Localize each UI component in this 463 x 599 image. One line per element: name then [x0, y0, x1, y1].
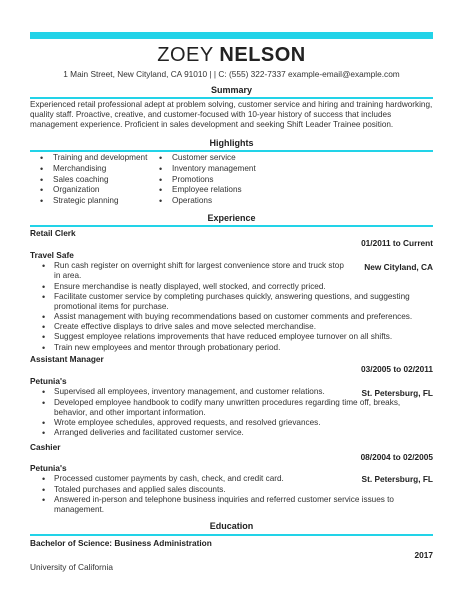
bullet-item: • Developed employee handbook to codify many unwritten procedures regarding time off, breaks, behavior, and other important information.: [42, 398, 423, 418]
highlight-item: • Merchandising: [38, 164, 147, 175]
header-accent-bar: [30, 32, 433, 39]
bullet-item: • Facilitate customer service by completing purchases quickly, answering questions, and suggesting promotional items for purchase.: [42, 292, 423, 312]
job-company: Petunia's: [30, 463, 67, 473]
highlights-rule: [30, 150, 433, 152]
bullet-item: • Totaled purchases and applied sales discounts.: [42, 485, 423, 495]
highlight-item: • Inventory management: [157, 164, 256, 175]
job-location: St. Petersburg, FL: [361, 388, 433, 398]
highlights-right-list: [157, 153, 256, 207]
job-location: New Cityland, CA: [364, 262, 433, 272]
bullet-item: • Wrote employee schedules, approved requests, and resolved grievances.: [42, 418, 423, 428]
bullet-item: • Answered in-person and telephone business inquiries and referred customer service issues to management.: [42, 495, 423, 515]
highlight-item: • Training and development: [38, 153, 147, 164]
education-school: University of California: [30, 562, 113, 572]
job-dates: 03/2005 to 02/2011: [361, 364, 433, 374]
job-title: Retail Clerk: [30, 228, 76, 238]
highlight-item: • Employee relations: [157, 185, 256, 196]
education-heading: Education: [209, 521, 254, 531]
contact-line: 1 Main Street, New Cityland, CA 91010 | | C: (555) 322-7337 example-email@example.com: [63, 69, 400, 79]
job-company: Petunia's: [30, 376, 67, 386]
education-rule: [30, 534, 433, 536]
highlight-item: • Sales coaching: [38, 175, 147, 186]
job-bullets-cont: [42, 398, 423, 438]
highlights-heading: Highlights: [209, 138, 254, 148]
highlight-item: • Customer service: [157, 153, 256, 164]
bullet-item: • Run cash register on overnight shift for largest convenience store and truck stop in area.: [42, 261, 347, 281]
job-dates: 01/2011 to Current: [361, 238, 433, 248]
highlight-item: • Promotions: [157, 175, 256, 186]
job-bullets-cont: [42, 282, 423, 353]
highlight-item: • Strategic planning: [38, 196, 147, 207]
job-bullets: [42, 261, 347, 281]
bullet-item: • Arranged deliveries and facilitated customer service.: [42, 428, 423, 438]
highlights-left-list: [38, 153, 147, 207]
job-location: St. Petersburg, FL: [361, 474, 433, 484]
job-title: Assistant Manager: [30, 354, 104, 364]
bullet-item: • Processed customer payments by cash, check, and credit card.: [42, 474, 347, 484]
highlight-item: • Operations: [157, 196, 256, 207]
experience-rule: [30, 225, 433, 227]
bullet-item: • Train new employees and mentor through probationary period.: [42, 343, 423, 353]
bullet-item: • Create effective displays to drive sales and move selected merchandise.: [42, 322, 423, 332]
last-name: NELSON: [219, 44, 306, 66]
job-title: Cashier: [30, 442, 61, 452]
job-company: Travel Safe: [30, 250, 74, 260]
job-bullets-cont: [42, 485, 423, 515]
job-bullets: [42, 387, 347, 397]
summary-text: Experienced retail professional adept at problem solving, customer service and hiring and training hardworking, quality staff. Proactive, creative, and customer-focused with 10-year history of success that includes management experience. Proficient in sales development and seeking Shift Leader Trainee position.: [30, 100, 433, 130]
education-year: 2017: [414, 550, 433, 560]
bullet-item: • Supervised all employees, inventory management, and customer relations.: [42, 387, 347, 397]
job-bullets: [42, 474, 347, 484]
highlight-item: • Organization: [38, 185, 147, 196]
experience-heading: Experience: [207, 213, 256, 223]
summary-heading: Summary: [210, 85, 253, 95]
education-degree: Bachelor of Science: Business Administration: [30, 538, 212, 548]
job-dates: 08/2004 to 02/2005: [360, 452, 433, 462]
bullet-item: • Ensure merchandise is neatly displayed, well stocked, and correctly priced.: [42, 282, 423, 292]
first-name: ZOEY: [157, 44, 214, 66]
candidate-name: [0, 44, 463, 67]
summary-rule: [30, 97, 433, 99]
bullet-item: • Assist management with buying recommendations based on customer comments and preferences.: [42, 312, 423, 322]
bullet-item: • Suggest employee relations improvements that have reduced employee turnover on all shifts.: [42, 332, 423, 342]
